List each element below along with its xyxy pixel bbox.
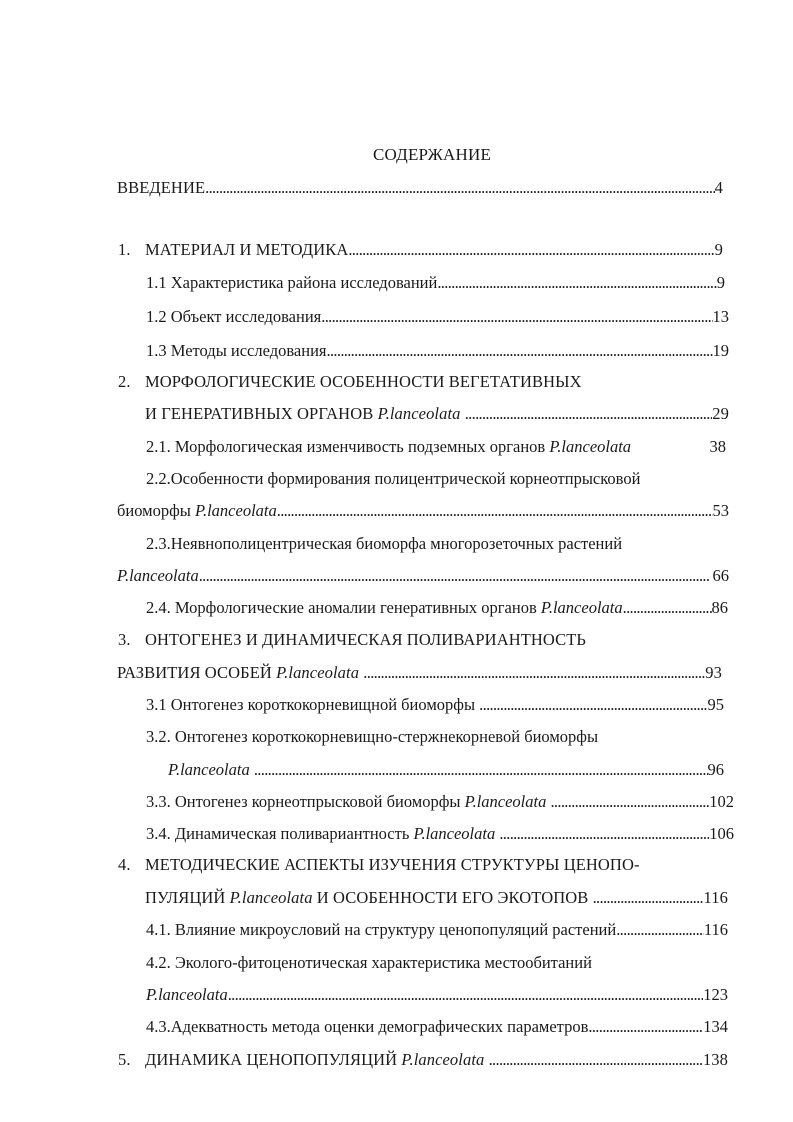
toc-section-2-3-line2: P.lanceolata . . . 66 (117, 566, 729, 586)
toc-section-2-2-line1: 2.2.Особенности формирования полицентрической корнеотпрысковой (146, 469, 641, 488)
toc-title: СОДЕРЖАНИЕ (373, 145, 492, 164)
toc-chapter-2-line1: 2. МОРФОЛОГИЧЕСКИЕ ОСОБЕННОСТИ ВЕГЕТАТИВНЫХ (118, 372, 582, 391)
toc-section-2-4: 2.4. Морфологические аномалии генеративных органов P.lanceolata . . . 86 (146, 598, 728, 618)
toc-section-3-2-line2: P.lanceolata . . . 96 (168, 760, 724, 780)
toc-section-3-2-line1: 3.2. Онтогенез короткокорневищно-стержнекорневой биоморфы (146, 727, 599, 746)
toc-chapter-5: 5. ДИНАМИКА ЦЕНОПОПУЛЯЦИЙ P.lanceolata . . . 138 (118, 1050, 728, 1070)
toc-section-4-2-line1: 4.2. Эколого-фитоценотическая характеристика местообитаний (146, 953, 592, 972)
toc-chapter-3-line1: 3. ОНТОГЕНЕЗ И ДИНАМИЧЕСКАЯ ПОЛИВАРИАНТНОСТЬ (118, 630, 586, 649)
toc-entry-intro: ВВЕДЕНИЕ . . . 4 (117, 178, 723, 198)
toc-chapter-1: 1. МАТЕРИАЛ И МЕТОДИКА . . . 9 (118, 240, 723, 260)
toc-section-3-1: 3.1 Онтогенез короткокорневищной биоморфы . . . 95 (146, 695, 724, 715)
toc-section-2-2-line2: биоморфы P.lanceolata . . . 53 (117, 501, 729, 521)
toc-section-1-3: 1.3 Методы исследования . . . 19 (146, 341, 729, 361)
toc-section-1-2: 1.2 Объект исследования . . . 13 (146, 307, 729, 327)
toc-chapter-4-line2: ПУЛЯЦИЙ P.lanceolata И ОСОБЕННОСТИ ЕГО ЭКОТОПОВ . . . 116 (145, 888, 728, 908)
toc-section-4-3: 4.3.Адекватность метода оценки демографических параметров . . . 134 (146, 1017, 728, 1037)
toc-section-4-2-line2: P.lanceolata . . . 123 (146, 985, 728, 1005)
toc-section-4-1: 4.1. Влияние микроусловий на структуру ценопопуляций растений . . . 116 (146, 920, 728, 940)
toc-chapter-2-line2: И ГЕНЕРАТИВНЫХ ОРГАНОВ P.lanceolata . . . 29 (145, 404, 729, 424)
toc-chapter-4-line1: 4. МЕТОДИЧЕСКИЕ АСПЕКТЫ ИЗУЧЕНИЯ СТРУКТУРЫ ЦЕНОПО- (118, 855, 640, 874)
toc-section-3-3: 3.3. Онтогенез корнеотпрысковой биоморфы P.lanceolata . . . 102 (146, 792, 734, 812)
toc-section-2-1: 2.1. Морфологическая изменчивость подземных органов P.lanceolata 38 (146, 437, 726, 456)
toc-section-1-1: 1.1 Характеристика района исследований . . . 9 (146, 273, 725, 293)
toc-chapter-3-line2: РАЗВИТИЯ ОСОБЕЙ P.lanceolata . . . 93 (117, 663, 722, 683)
toc-section-2-3-line1: 2.3.Неявнополицентрическая биоморфа многорозеточных растений (146, 534, 623, 553)
toc-section-3-4: 3.4. Динамическая поливариантность P.lanceolata . . . 106 (146, 824, 734, 844)
